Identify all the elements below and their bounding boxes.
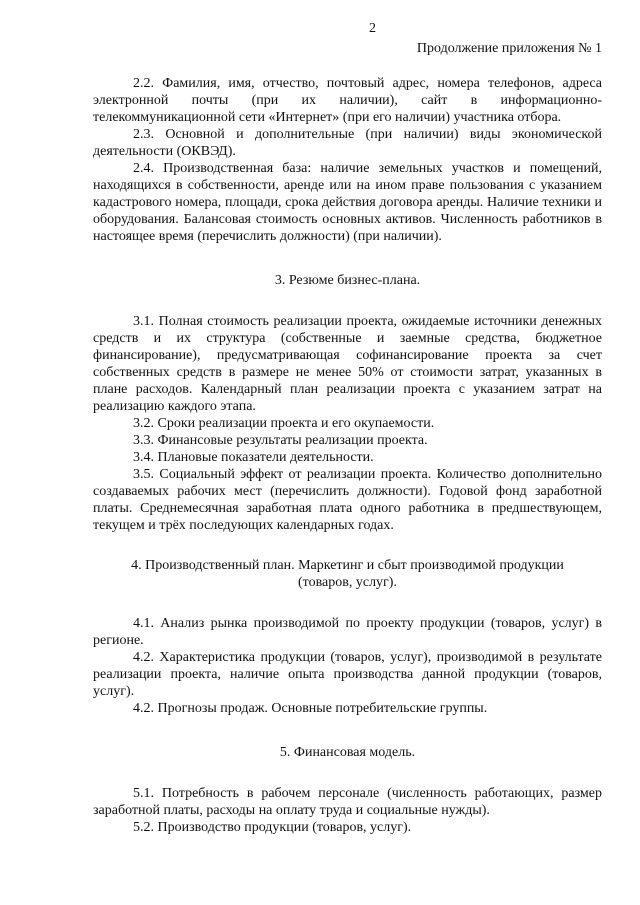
paragraph-4-1: 4.1. Анализ рынка производимой по проекту продукции (товаров, услуг) в регионе. [93, 616, 602, 648]
section-participant-info [93, 75, 602, 245]
page-number: 2 [369, 21, 376, 36]
paragraph-3-5: 3.5. Социальный эффект от реализации проекта. Количество дополнительно создаваемых рабочих мест (перечислить должности). Годовой фонд заработной платы. Среднемесячная заработная плата одного работника в предшествующем, текущем и трёх последующих календарных годах. [93, 467, 602, 533]
section-5-heading: 5. Финансовая модель. [279, 745, 416, 760]
section-3 [93, 313, 602, 534]
paragraph-2-3: 2.3. Основной и дополнительные (при наличии) виды экономической деятельности (ОКВЭД). [93, 127, 602, 159]
section-4 [93, 615, 602, 717]
section-4-heading [93, 557, 602, 591]
paragraph-4-2-forecast: 4.2. Прогнозы продаж. Основные потребительские группы. [133, 701, 488, 716]
appendix-note: Продолжение приложения № 1 [416, 41, 602, 56]
paragraph-3-2: 3.2. Сроки реализации проекта и его окупаемости. [133, 416, 435, 431]
paragraph-4-2: 4.2. Характеристика продукции (товаров, услуг), производимой в результате реализации проекта, наличие опыта производства данной продукции (товаров, услуг). [93, 650, 602, 699]
paragraph-2-4: 2.4. Производственная база: наличие земельных участков и помещений, находящихся в собственности, аренде или на ином праве пользования с указанием кадастрового номера, площади, срока действия договора аренды. Наличие техники и оборудования. Балансовая стоимость основных активов. Численность работников в настоящее время (перечислить должности) (при наличии). [93, 161, 602, 244]
section-3-heading: 3. Резюме бизнес-плана. [274, 273, 421, 288]
paragraph-3-1: 3.1. Полная стоимость реализации проекта, ожидаемые источники денежных средств и их структура (собственные и заемные средства, бюджетное финансирование), предусматривающая софинансирование проекта за счет собственных средств в размере не менее 50% от стоимости затрат, указанных в плане расходов. Календарный план реализации проекта с указанием затрат на реализацию каждого этапа. [93, 314, 602, 414]
paragraph-5-1: 5.1. Потребность в рабочем персонале (численность работающих, размер заработной платы, расходы на оплату труда и социальные нужды). [93, 786, 602, 818]
paragraph-2-2: 2.2. Фамилия, имя, отчество, почтовый адрес, номера телефонов, адреса электронной почты (при их наличии), сайт в информационно-телекоммуникационной сети «Интернет» (при его наличии) участника отбора. [93, 76, 602, 125]
section-4-heading-line1: 4. Производственный план. Маркетинг и сбыт производимой продукции [131, 558, 564, 573]
section-4-heading-line2: (товаров, услуг). [298, 575, 397, 590]
paragraph-5-2: 5.2. Производство продукции (товаров, услуг). [133, 820, 412, 835]
paragraph-3-3: 3.3. Финансовые результаты реализации проекта. [133, 433, 428, 448]
paragraph-3-4: 3.4. Плановые показатели деятельности. [133, 450, 374, 465]
section-5 [93, 785, 602, 836]
